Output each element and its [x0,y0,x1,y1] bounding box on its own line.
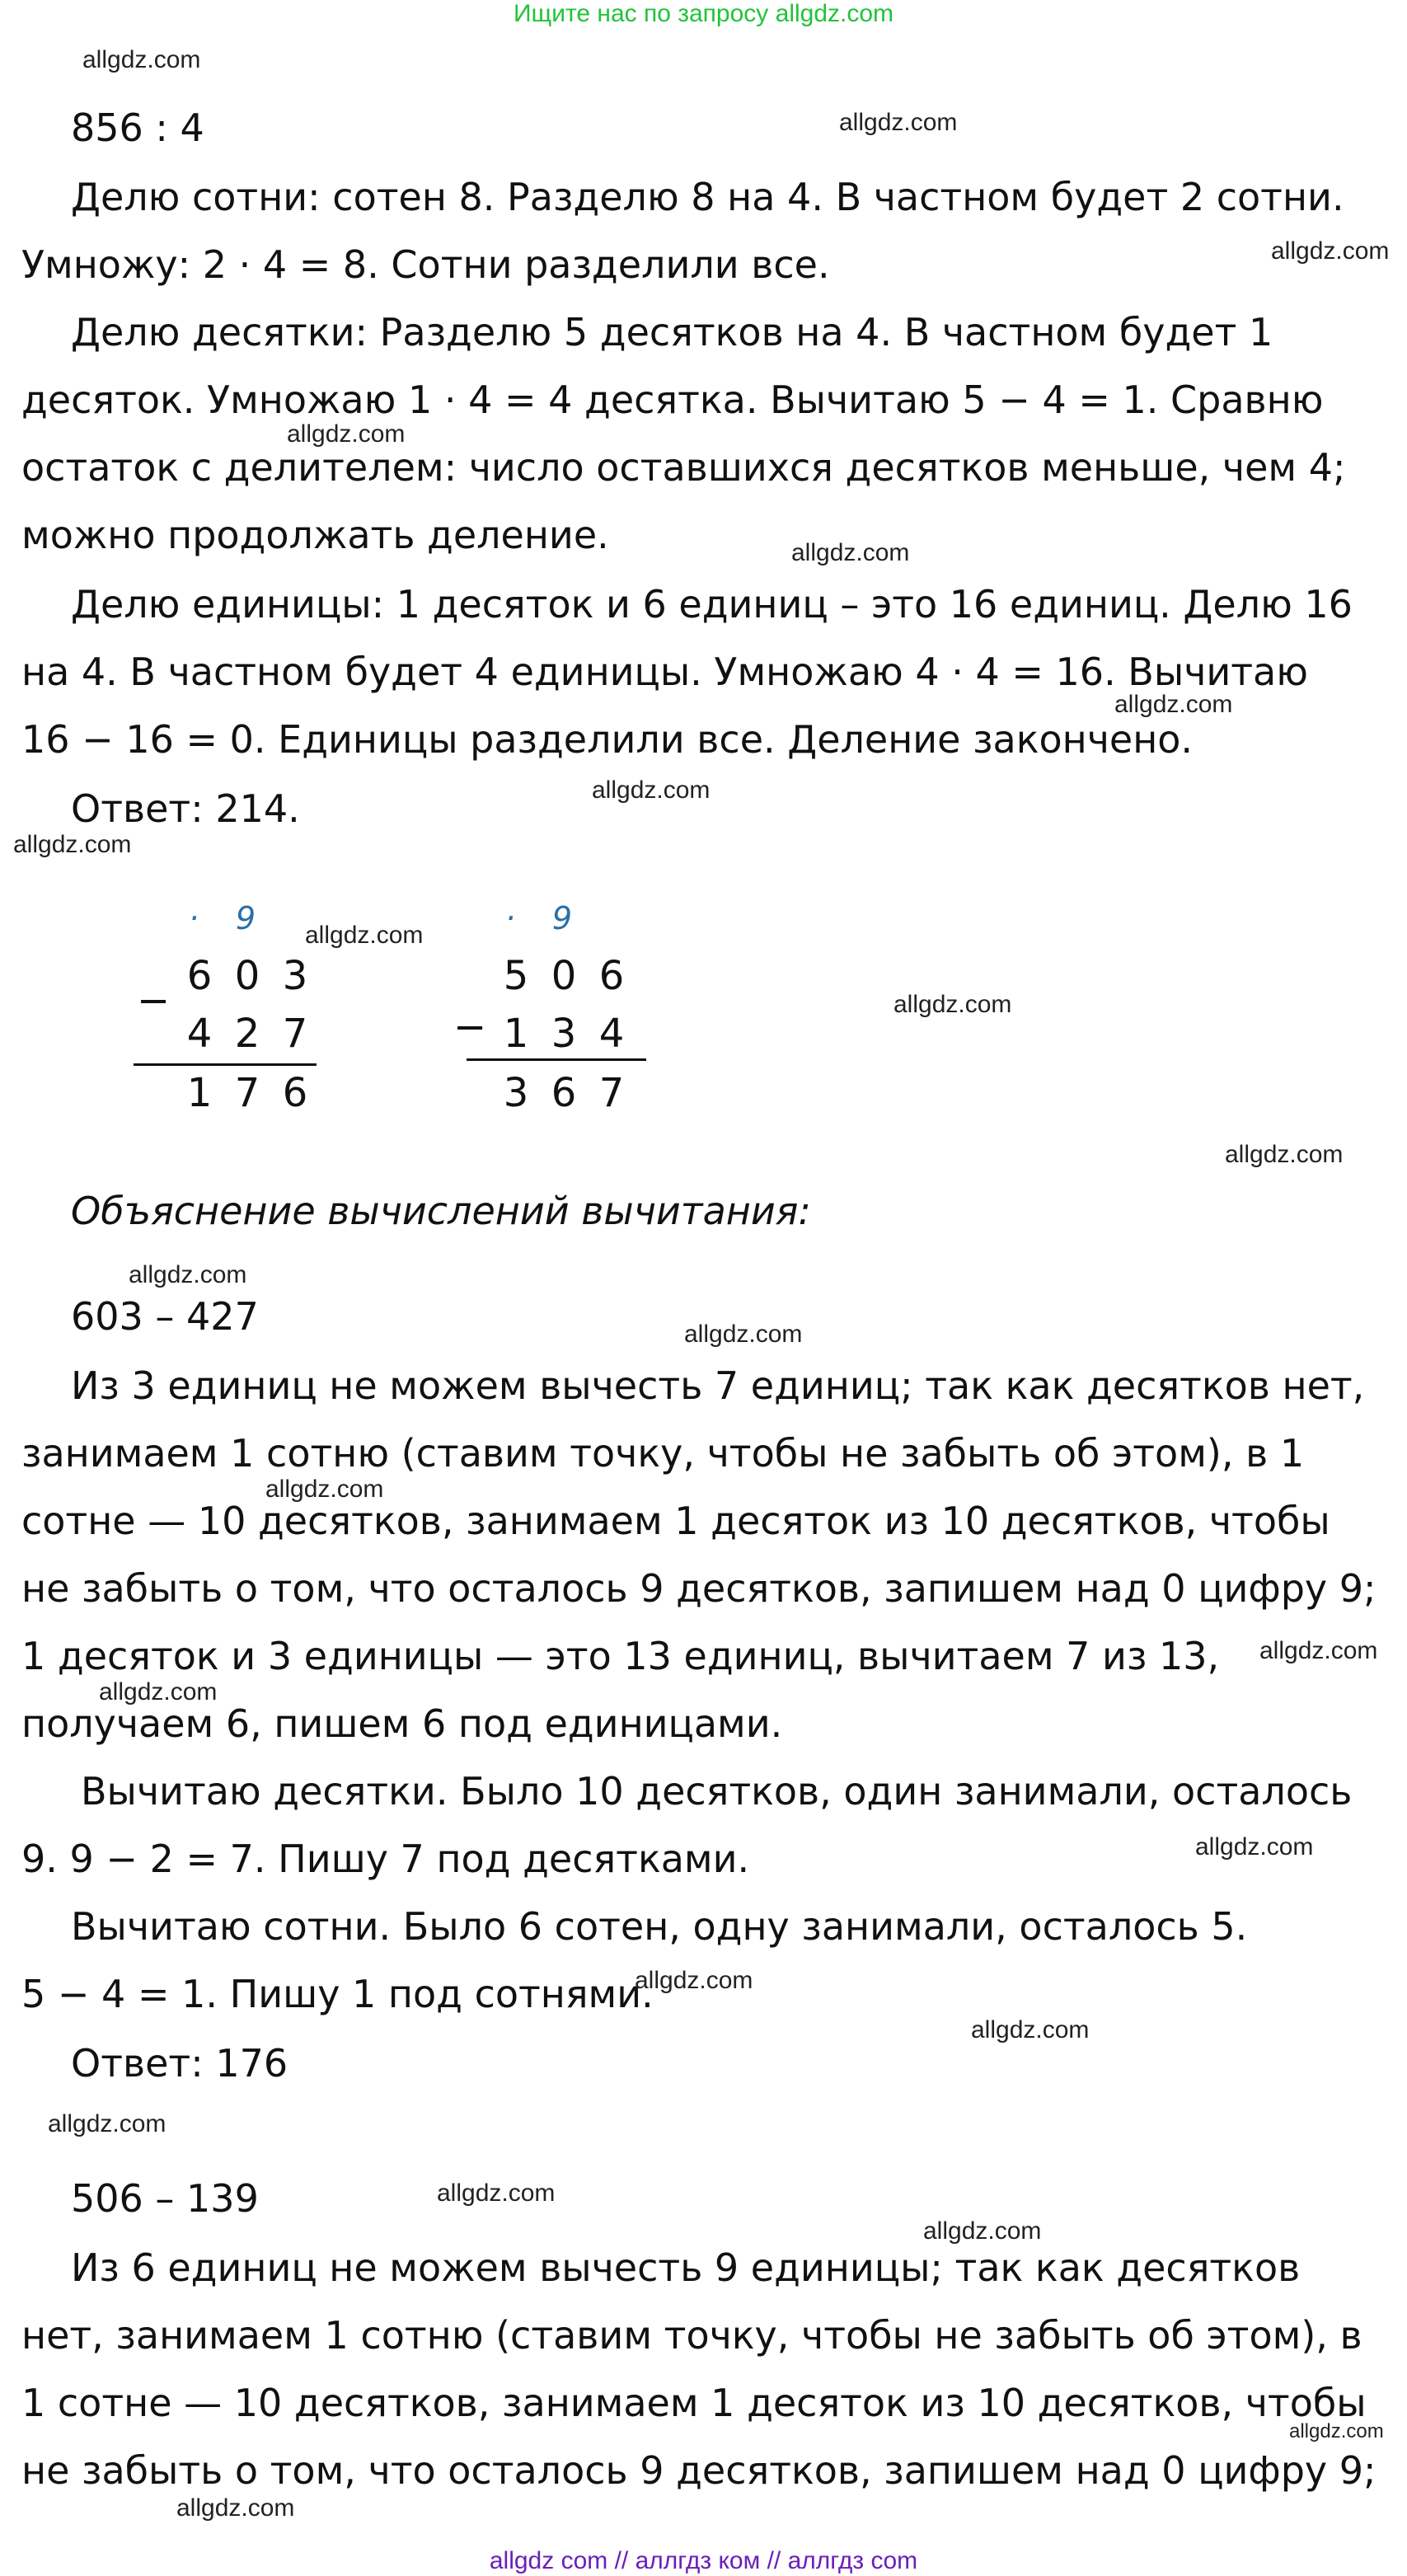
division-line-2: Умножу: 2 · 4 = 8. Сотни разделили все. [21,242,830,287]
example-1-title: 603 – 427 [71,1294,259,1339]
division-line-1: Делю сотни: сотен 8. Разделю 8 на 4. В частном будет 2 сотни. [71,175,1344,219]
watermark: allgdz.com [923,2217,1042,2245]
borrow-nine: 9 [235,900,256,936]
minuend-digit: 3 [282,953,308,999]
result-digit: 7 [598,1070,625,1116]
example-1-line-5: 1 десяток и 3 единицы — это 13 единиц, вычитаем 7 из 13, [21,1634,1220,1678]
example-2-line-1: Из 6 единиц не можем вычесть 9 единицы; так как десятков [71,2245,1301,2290]
watermark: allgdz.com [265,1476,384,1503]
example-2-line-2: нет, занимаем 1 сотню (ставим точку, чтобы не забыть об этом), в [21,2313,1362,2358]
example-1-line-6: получаем 6, пишем 6 под единицами. [21,1701,783,1746]
division-line-8: на 4. В частном будет 4 единицы. Умножаю 4 · 4 = 16. Вычитаю [21,650,1308,694]
division-line-6: можно продолжать деление. [21,513,609,557]
borrow-nine: 9 [551,900,573,936]
division-title: 856 : 4 [71,106,204,150]
example-2-line-3: 1 сотне — 10 десятков, занимаем 1 десяток из 10 десятков, чтобы [21,2381,1367,2425]
minus-sign: − [137,978,171,1024]
borrow-dot: · [188,900,199,936]
subtrahend-digit: 2 [234,1011,260,1057]
division-line-4: десяток. Умножаю 1 · 4 = 4 десятка. Вычитаю 5 − 4 = 1. Сравню [21,378,1324,422]
footer-watermark: allgdz com // аллгдз ком // аллгдз com [489,2547,918,2574]
result-digit: 6 [551,1070,577,1116]
watermark: allgdz.com [1195,1833,1314,1860]
watermark: allgdz.com [791,539,910,566]
example-1-line-8: 9. 9 − 2 = 7. Пишу 7 под десятками. [21,1837,750,1881]
watermark: allgdz.com [437,2180,556,2207]
watermark: allgdz.com [48,2110,166,2137]
result-line [134,1063,317,1066]
subtrahend-digit: 3 [551,1011,577,1057]
subtrahend-digit: 1 [503,1011,529,1057]
example-2-line-4: не забыть о том, что осталось 9 десятков, запишем над 0 цифру 9; [21,2448,1377,2493]
division-line-5: остаток с делителем: число оставшихся десятков меньше, чем 4; [21,445,1346,490]
watermark: allgdz.com [893,991,1012,1018]
watermark: allgdz.com [592,777,711,804]
example-1-line-9: Вычитаю сотни. Было 6 сотен, одну занимали, осталось 5. [71,1904,1248,1949]
watermark: allgdz.com [99,1678,218,1706]
result-digit: 1 [186,1070,213,1116]
subtrahend-digit: 7 [282,1011,308,1057]
subtrahend-digit: 4 [186,1011,213,1057]
explanation-heading: Объяснение вычислений вычитания: [71,1189,811,1233]
result-line [467,1058,646,1061]
example-1-line-7: Вычитаю десятки. Было 10 десятков, один занимали, осталось [81,1769,1353,1814]
result-digit: 7 [234,1070,260,1116]
watermark: allgdz.com [1289,2420,1384,2442]
division-line-3: Делю десятки: Разделю 5 десятков на 4. В частном будет 1 [71,310,1273,354]
result-digit: 6 [282,1070,308,1116]
watermark: allgdz.com [82,46,201,73]
example-1-line-10: 5 − 4 = 1. Пишу 1 под сотнями. [21,1972,654,2016]
minus-sign: − [453,1004,487,1050]
watermark: allgdz.com [1259,1637,1378,1664]
watermark: allgdz.com [13,831,132,858]
example-1-line-4: не забыть о том, что осталось 9 десятков, запишем над 0 цифру 9; [21,1566,1377,1611]
watermark: allgdz.com [176,2494,295,2522]
minuend-digit: 6 [186,953,213,999]
division-answer: Ответ: 214. [71,786,300,831]
watermark: allgdz.com [305,922,424,949]
division-line-9: 16 − 16 = 0. Единицы разделили все. Деление закончено. [21,717,1194,762]
watermark: allgdz.com [287,420,406,448]
minuend-digit: 0 [234,953,260,999]
watermark: allgdz.com [129,1261,247,1288]
watermark: allgdz.com [1225,1141,1344,1168]
header-watermark: Ищите нас по запросу allgdz.com [513,0,894,27]
example-1-line-3: сотне — 10 десятков, занимаем 1 десяток из 10 десятков, чтобы [21,1499,1330,1543]
result-digit: 3 [503,1070,529,1116]
watermark: allgdz.com [971,2016,1090,2043]
subtrahend-digit: 4 [598,1011,625,1057]
example-2-title: 506 – 139 [71,2176,259,2221]
minuend-digit: 0 [551,953,577,999]
minuend-digit: 5 [503,953,529,999]
example-1-line-1: Из 3 единиц не можем вычесть 7 единиц; так как десятков нет, [71,1363,1365,1408]
watermark: allgdz.com [839,109,958,136]
minuend-digit: 6 [598,953,625,999]
watermark: allgdz.com [1271,237,1390,265]
watermark: allgdz.com [1114,691,1233,718]
watermark: allgdz.com [635,1967,753,1994]
example-1-answer: Ответ: 176 [71,2041,288,2086]
example-1-line-2: занимаем 1 сотню (ставим точку, чтобы не забыть об этом), в 1 [21,1431,1305,1476]
watermark: allgdz.com [684,1321,803,1348]
division-line-7: Делю единицы: 1 десяток и 6 единиц – это 16 единиц. Делю 16 [71,582,1353,626]
borrow-dot: · [504,900,516,936]
